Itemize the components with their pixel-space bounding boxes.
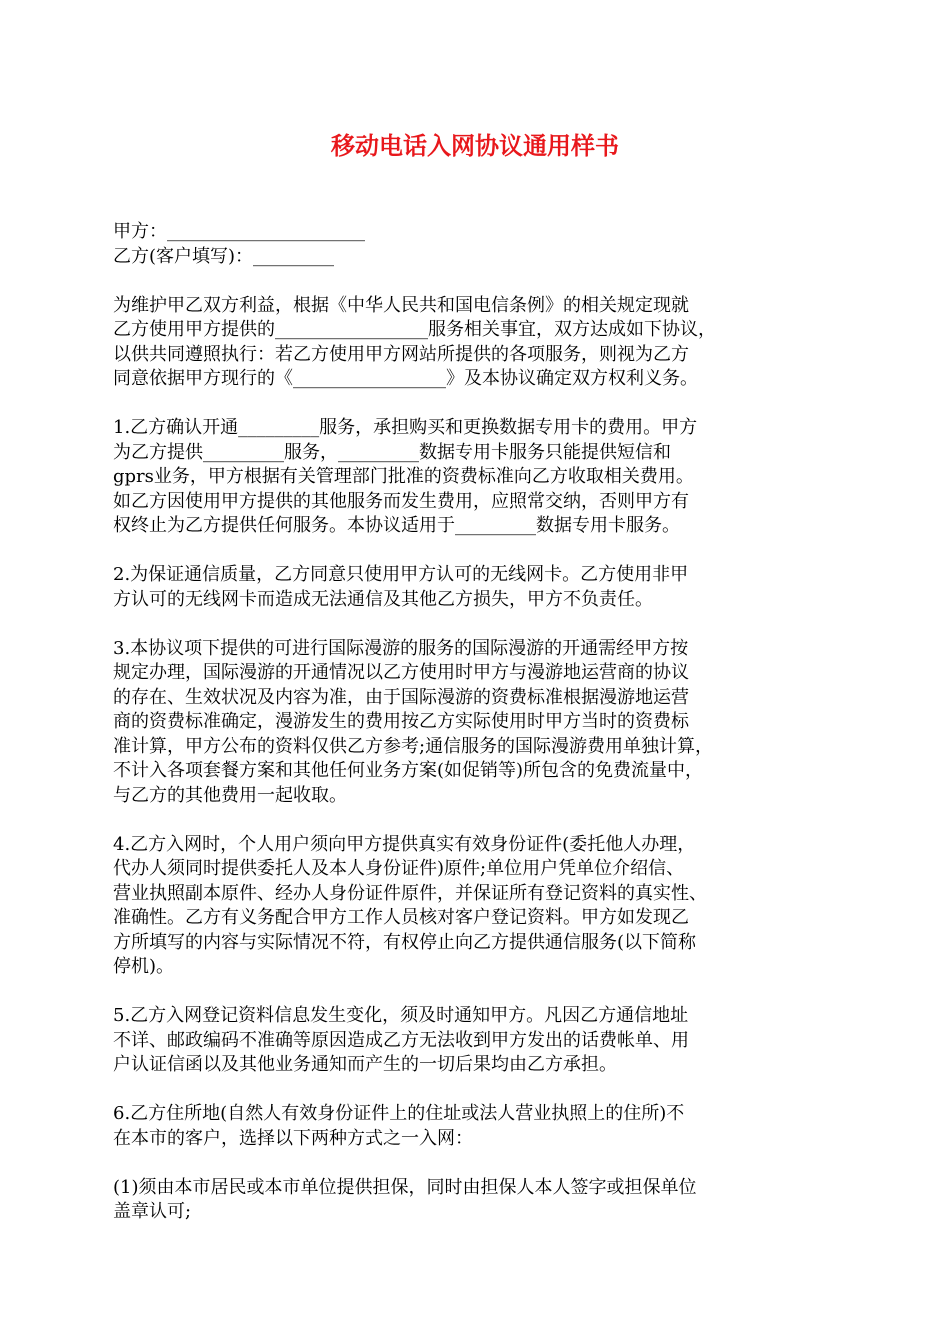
text-line: 方认可的无线网卡而造成无法通信及其他乙方损失，甲方不负责任。 xyxy=(113,588,653,610)
paragraph-gap xyxy=(113,392,848,417)
text-line: (1)须由本市居民或本市单位提供担保，同时由担保人本人签字或担保单位 xyxy=(113,1176,697,1198)
document-body xyxy=(113,220,848,1225)
text-line: 如乙方因使用甲方提供的其他服务而发生费用，应照常交纳，否则甲方有 xyxy=(113,490,689,512)
text-line: 商的资费标准确定，漫游发生的费用按乙方实际使用时甲方当时的资费标 xyxy=(113,711,689,732)
text-line: 停机)。 xyxy=(113,956,175,977)
text-line: 盖章认可; xyxy=(113,1201,192,1222)
paragraph-gap xyxy=(113,269,848,294)
text-line: 准确性。乙方有义务配合甲方工作人员核对客户登记资料。甲方如发现乙 xyxy=(113,907,689,928)
text-line: 代办人须同时提供委托人及本人身份证件)原件;单位用户凭单位介绍信、 xyxy=(113,858,685,879)
party-b-line: 乙方(客户填写)：_________ xyxy=(113,245,335,267)
paragraph-gap xyxy=(113,808,848,833)
text-line: 与乙方的其他费用一起收取。 xyxy=(113,784,347,806)
paragraph-gap xyxy=(113,1151,848,1176)
paragraph-clause-6 xyxy=(113,1102,848,1151)
text-line: 同意依据甲方现行的《_________________》及本协议确定双方权利义务。 xyxy=(113,368,698,389)
paragraph-gap xyxy=(113,539,848,564)
text-line: 以供共同遵照执行：若乙方使用甲方网站所提供的各项服务，则视为乙方 xyxy=(113,343,689,365)
text-line: 不详、邮政编码不准确等原因造成乙方无法收到甲方发出的话费帐单、用 xyxy=(113,1029,689,1051)
text-line: 为乙方提供_________服务，_________数据专用卡服务只能提供短信和 xyxy=(113,441,671,463)
text-line: 2.为保证通信质量，乙方同意只使用甲方认可的无线网卡。乙方使用非甲 xyxy=(113,564,689,585)
text-line: 方所填写的内容与实际情况不符，有权停止向乙方提供通信服务(以下简称 xyxy=(113,931,697,953)
text-line: 的存在、生效状况及内容为准，由于国际漫游的资费标准根据漫游地运营 xyxy=(113,686,689,708)
text-line: gprs业务，甲方根据有关管理部门批准的资费标准向乙方收取相关费用。 xyxy=(113,466,694,487)
text-line: 规定办理，国际漫游的开通情况以乙方使用时甲方与漫游地运营商的协议 xyxy=(113,662,689,683)
paragraph-clause-1 xyxy=(113,416,848,539)
document-title: 移动电话入网协议通用样书 xyxy=(331,132,619,160)
paragraph-clause-5 xyxy=(113,1004,848,1078)
text-line: 乙方使用甲方提供的_________________服务相关事宜，双方达成如下协议， xyxy=(113,319,716,340)
paragraph-preamble xyxy=(113,294,848,392)
paragraph-gap xyxy=(113,1078,848,1103)
paragraph-clause-3 xyxy=(113,637,848,809)
text-line: 3.本协议项下提供的可进行国际漫游的服务的国际漫游的开通需经甲方按 xyxy=(113,637,689,659)
paragraph-gap xyxy=(113,612,848,637)
text-line: 6.乙方住所地(自然人有效身份证件上的住址或法人营业执照上的住所)不 xyxy=(113,1103,685,1124)
paragraph-gap xyxy=(113,980,848,1005)
party-a-line: 甲方：______________________ xyxy=(113,221,365,242)
text-line: 1.乙方确认开通_________服务，承担购买和更换数据专用卡的费用。甲方 xyxy=(113,417,698,438)
text-line: 为维护甲乙双方利益，根据《中华人民共和国电信条例》的相关规定现就 xyxy=(113,294,689,316)
text-line: 准计算，甲方公布的资料仅供乙方参考;通信服务的国际漫游费用单独计算， xyxy=(113,735,714,757)
text-line: 不计入各项套餐方案和其他任何业务方案(如促销等)所包含的免费流量中， xyxy=(113,760,704,781)
text-line: 4.乙方入网时，个人用户须向甲方提供真实有效身份证件(委托他人办理， xyxy=(113,833,696,855)
text-line: 营业执照副本原件、经办人身份证件原件，并保证所有登记资料的真实性、 xyxy=(113,882,707,904)
paragraph-clause-2 xyxy=(113,563,848,612)
text-line: 5.乙方入网登记资料信息发生变化，须及时通知甲方。凡因乙方通信地址 xyxy=(113,1005,689,1026)
text-line: 在本市的客户，选择以下两种方式之一入网： xyxy=(113,1127,473,1149)
text-line: 权终止为乙方提供任何服务。本协议适用于_________数据专用卡服务。 xyxy=(113,515,680,536)
paragraph-clause-4 xyxy=(113,833,848,980)
paragraph-clause-6-option-1 xyxy=(113,1176,848,1225)
text-line: 户认证信函以及其他业务通知而产生的一切后果均由乙方承担。 xyxy=(113,1054,617,1075)
